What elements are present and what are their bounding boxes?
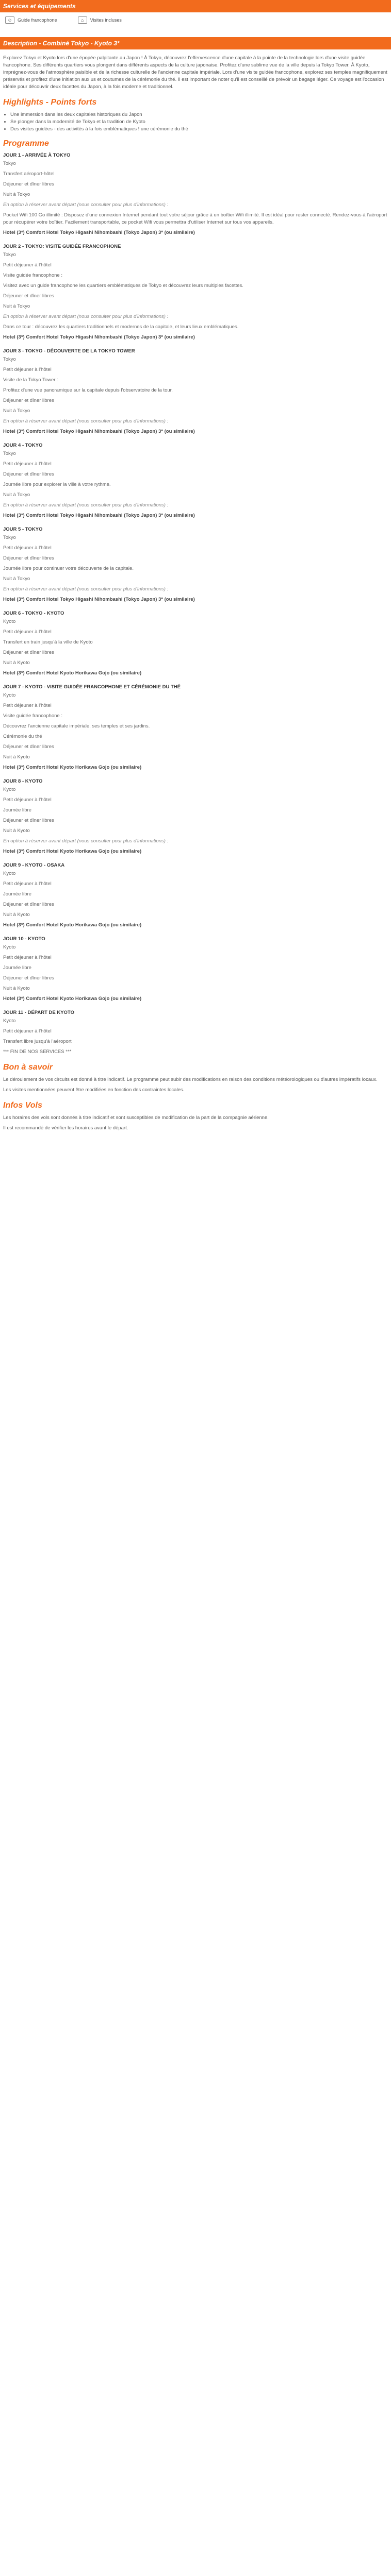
day-line: Visite guidée francophone : bbox=[3, 273, 62, 278]
day-line: Petit déjeuner à l'hôtel bbox=[3, 955, 52, 960]
bon-a-savoir-title: Bon à savoir bbox=[3, 1063, 53, 1072]
day-hotel: Hotel (3*) Comfort Hotel Kyoto Horikawa Gojo (ou similaire) bbox=[3, 765, 142, 770]
services-header: Services et équipements bbox=[0, 0, 391, 12]
programme-day bbox=[3, 778, 388, 855]
day-line: Déjeuner et dîner libres bbox=[3, 975, 54, 981]
day-line: Kyoto bbox=[3, 1018, 16, 1024]
day-line: Déjeuner et dîner libres bbox=[3, 471, 54, 477]
day-line: Nuit à Tokyo bbox=[3, 492, 30, 498]
day-line: Déjeuner et dîner libres bbox=[3, 818, 54, 823]
day-line: Nuit à Kyoto bbox=[3, 754, 30, 760]
day-line: Petit déjeuner à l'hôtel bbox=[3, 262, 52, 268]
day-line: Cérémonie du thé bbox=[3, 734, 42, 739]
day-hotel: Hotel (3*) Comfort Hotel Kyoto Horikawa Gojo (ou similaire) bbox=[3, 922, 142, 928]
programme-day bbox=[3, 862, 388, 929]
day-line: Déjeuner et dîner libres bbox=[3, 181, 54, 187]
day-line: Petit déjeuner à l'hôtel bbox=[3, 367, 52, 372]
day-line: Nuit à Tokyo bbox=[3, 576, 30, 582]
day-title: JOUR 10 - KYOTO bbox=[3, 936, 45, 942]
day-line: Kyoto bbox=[3, 944, 16, 950]
service-visits bbox=[78, 16, 122, 24]
day-line: Transfert en train jusqu'à la ville de Kyoto bbox=[3, 639, 93, 645]
day-line: Nuit à Kyoto bbox=[3, 828, 30, 834]
day-line: Déjeuner et dîner libres bbox=[3, 902, 54, 907]
day-hotel: Hotel (3*) Comfort Hotel Tokyo Higashi Nihombashi (Tokyo Japon) 3* (ou similaire) bbox=[3, 230, 195, 235]
day-title: JOUR 9 - KYOTO - OSAKA bbox=[3, 862, 65, 868]
service-guide-label: Guide francophone bbox=[18, 18, 57, 23]
day-line: Déjeuner et dîner libres bbox=[3, 293, 54, 299]
day-line: Nuit à Kyoto bbox=[3, 912, 30, 918]
day-hotel: Hotel (3*) Comfort Hotel Tokyo Higashi Nihombashi (Tokyo Japon) 3* (ou similaire) bbox=[3, 429, 195, 434]
programme-day bbox=[3, 348, 388, 435]
day-line: Journée libre pour explorer la ville à votre rythme. bbox=[3, 482, 111, 487]
day-option-note: En option à réserver avant départ (nous consulter pour plus d'informations) : bbox=[3, 502, 169, 508]
day-line: Kyoto bbox=[3, 619, 16, 624]
day-line: Déjeuner et dîner libres bbox=[3, 744, 54, 750]
day-line: Visitez avec un guide francophone les quartiers emblématiques de Tokyo et découvrez leurs multiples facettes. bbox=[3, 283, 243, 289]
day-line: Petit déjeuner à l'hôtel bbox=[3, 545, 52, 551]
programme-day bbox=[3, 443, 388, 519]
day-title: JOUR 11 - DÉPART DE KYOTO bbox=[3, 1010, 74, 1015]
day-line: *** FIN DE NOS SERVICES *** bbox=[3, 1049, 72, 1055]
day-option-note: En option à réserver avant départ (nous consulter pour plus d'informations) : bbox=[3, 314, 169, 319]
day-line: Déjeuner et dîner libres bbox=[3, 650, 54, 655]
day-line: Kyoto bbox=[3, 787, 16, 792]
day-line: Tokyo bbox=[3, 161, 16, 166]
highlights-list bbox=[3, 111, 388, 133]
services-row bbox=[0, 12, 391, 28]
day-line: Nuit à Kyoto bbox=[3, 986, 30, 991]
service-guide bbox=[5, 16, 57, 24]
day-title: JOUR 8 - KYOTO bbox=[3, 778, 43, 784]
day-line: Tokyo bbox=[3, 535, 16, 540]
service-visits-label: Visites incluses bbox=[90, 18, 122, 23]
day-hotel: Hotel (3*) Comfort Hotel Tokyo Higashi Nihombashi (Tokyo Japon) 3* (ou similaire) bbox=[3, 597, 195, 602]
day-title: JOUR 3 - TOKYO - DÉCOUVERTE DE LA TOKYO TOWER bbox=[3, 348, 135, 354]
programme-day bbox=[3, 1010, 388, 1056]
day-title: JOUR 2 - TOKYO: VISITE GUIDÉE FRANCOPHONE bbox=[3, 244, 121, 249]
info-vols-text: Il est recommandé de vérifier les horaires avant le départ. bbox=[3, 1125, 128, 1131]
day-extra: Dans ce tour : découvrez les quartiers traditionnels et modernes de la capitale, et leurs lieux emblématiques. bbox=[3, 324, 239, 330]
programme-day bbox=[3, 152, 388, 236]
bon-a-savoir-text: Le déroulement de vos circuits est donné à titre indicatif. Le programme peut subir des modifications en raison des conditions météorologiques ou d'autres impératifs locaux. bbox=[3, 1077, 378, 1082]
day-line: Petit déjeuner à l'hôtel bbox=[3, 797, 52, 803]
day-line: Visite de la Tokyo Tower : bbox=[3, 377, 58, 383]
day-option-note: En option à réserver avant départ (nous consulter pour plus d'informations) : bbox=[3, 202, 169, 208]
info-vols-title: Infos Vols bbox=[3, 1101, 42, 1110]
day-hotel: Hotel (3*) Comfort Hotel Tokyo Higashi Nihombashi (Tokyo Japon) 3* (ou similaire) bbox=[3, 334, 195, 340]
day-line: Petit déjeuner à l'hôtel bbox=[3, 881, 52, 887]
programme-day bbox=[3, 527, 388, 603]
day-line: Profitez d'une vue panoramique sur la capitale depuis l'observatoire de la tour. bbox=[3, 387, 173, 393]
day-option-note: En option à réserver avant départ (nous consulter pour plus d'informations) : bbox=[3, 418, 169, 424]
description-header: Description - Combiné Tokyo - Kyoto 3* bbox=[0, 37, 391, 49]
day-line: Kyoto bbox=[3, 871, 16, 876]
day-line: Déjeuner et dîner libres bbox=[3, 555, 54, 561]
day-line: Petit déjeuner à l'hôtel bbox=[3, 703, 52, 708]
day-line: Tokyo bbox=[3, 357, 16, 362]
day-line: Transfert aéroport-hôtel bbox=[3, 171, 55, 177]
programme-day bbox=[3, 936, 388, 1003]
info-vols-text: Les horaires des vols sont donnés à titre indicatif et sont susceptibles de modification de la part de la compagnie aérienne. bbox=[3, 1115, 269, 1121]
day-line: Journée libre pour continuer votre découverte de la capitale. bbox=[3, 566, 134, 571]
programme-day bbox=[3, 611, 388, 677]
day-line: Journée libre bbox=[3, 965, 31, 971]
day-title: JOUR 6 - TOKYO - KYOTO bbox=[3, 611, 64, 616]
day-option-note: En option à réserver avant départ (nous consulter pour plus d'informations) : bbox=[3, 586, 169, 592]
day-line: Petit déjeuner à l'hôtel bbox=[3, 629, 52, 635]
day-line: Tokyo bbox=[3, 451, 16, 456]
day-line: Visite guidée francophone : bbox=[3, 713, 62, 719]
bon-a-savoir-text: Les visites mentionnées peuvent être modifiées en fonction des contraintes locales. bbox=[3, 1087, 185, 1093]
day-extra: Pocket Wifi 100 Go illimité : Disposez d'une connexion Internet pendant tout votre séjour grâce à un boîtier Wifi illimité. Il est idéal pour rester connecté. Rendez-vous à l'aéroport pour récupérer votre boîtier. Facilement transportable, ce pocket Wifi vous permettra d'utiliser Internet sur tous vos appareils. bbox=[3, 212, 387, 225]
day-title: JOUR 7 - KYOTO - VISITE GUIDÉE FRANCOPHONE ET CÉRÉMONIE DU THÉ bbox=[3, 684, 181, 690]
programme-day bbox=[3, 244, 388, 341]
day-line: Découvrez l'ancienne capitale impériale, ses temples et ses jardins. bbox=[3, 723, 150, 729]
day-line: Petit déjeuner à l'hôtel bbox=[3, 1028, 52, 1034]
programme-title: Programme bbox=[3, 139, 49, 148]
day-line: Nuit à Tokyo bbox=[3, 303, 30, 309]
day-hotel: Hotel (3*) Comfort Hotel Kyoto Horikawa Gojo (ou similaire) bbox=[3, 996, 142, 1002]
day-line: Kyoto bbox=[3, 692, 16, 698]
day-line: Nuit à Tokyo bbox=[3, 192, 30, 197]
day-line: Nuit à Tokyo bbox=[3, 408, 30, 414]
day-title: JOUR 5 - TOKYO bbox=[3, 527, 43, 532]
day-line: Déjeuner et dîner libres bbox=[3, 398, 54, 403]
guide-icon: ☺ bbox=[5, 16, 14, 24]
day-option-note: En option à réserver avant départ (nous consulter pour plus d'informations) : bbox=[3, 838, 169, 844]
day-line: Transfert libre jusqu'à l'aéroport bbox=[3, 1039, 72, 1044]
day-hotel: Hotel (3*) Comfort Hotel Kyoto Horikawa Gojo (ou similaire) bbox=[3, 849, 142, 854]
day-line: Petit déjeuner à l'hôtel bbox=[3, 461, 52, 467]
day-line: Journée libre bbox=[3, 891, 31, 897]
highlight-item: • Une immersion dans les deux capitales historiques du Japon bbox=[10, 111, 388, 118]
day-line: Journée libre bbox=[3, 807, 31, 813]
day-hotel: Hotel (3*) Comfort Hotel Tokyo Higashi Nihombashi (Tokyo Japon) 3* (ou similaire) bbox=[3, 513, 195, 518]
highlights-title: Highlights - Points forts bbox=[3, 98, 97, 107]
highlight-item: • Des visites guidées - des activités à la fois emblématiques ! une cérémonie du thé bbox=[10, 126, 388, 133]
intro-text: Explorez Tokyo et Kyoto lors d'une épopée palpitante au Japon ! À Tokyo, découvrez l'effervescence d'une capitale à la pointe de la technologie lors d'une visite guidée francophone. Ses différents quartiers vous plongent dans différents aspects de la culture japonaise. Profitez d'une sublime vue de la ville depuis la Tokyo Tower. À Kyoto, imprégnez-vous de l'atmosphère paisible et de la richesse culturelle de l'ancienne capitale impériale. Lors d'une visite guidée francophone, explorez ses temples magnifiquement préservés et profitez d'une initiation aux us et coutumes de la cérémonie du thé. Il est important de noter qu'il est conseillé de prévoir un bagage léger. Ce voyage est l'occasion idéale pour découvrir deux facettes du Japon, à la fois moderne et traditionnel. bbox=[3, 55, 387, 90]
day-line: Nuit à Kyoto bbox=[3, 660, 30, 666]
programme-days bbox=[3, 152, 388, 1056]
visit-icon: ⌂ bbox=[78, 16, 87, 24]
highlight-item: • Se plonger dans la modernité de Tokyo et la tradition de Kyoto bbox=[10, 118, 388, 126]
day-hotel: Hotel (3*) Comfort Hotel Kyoto Horikawa Gojo (ou similaire) bbox=[3, 670, 142, 676]
day-title: JOUR 4 - TOKYO bbox=[3, 443, 43, 448]
day-line: Tokyo bbox=[3, 252, 16, 258]
day-title: JOUR 1 - ARRIVÉE À TOKYO bbox=[3, 152, 71, 158]
programme-day bbox=[3, 684, 388, 771]
